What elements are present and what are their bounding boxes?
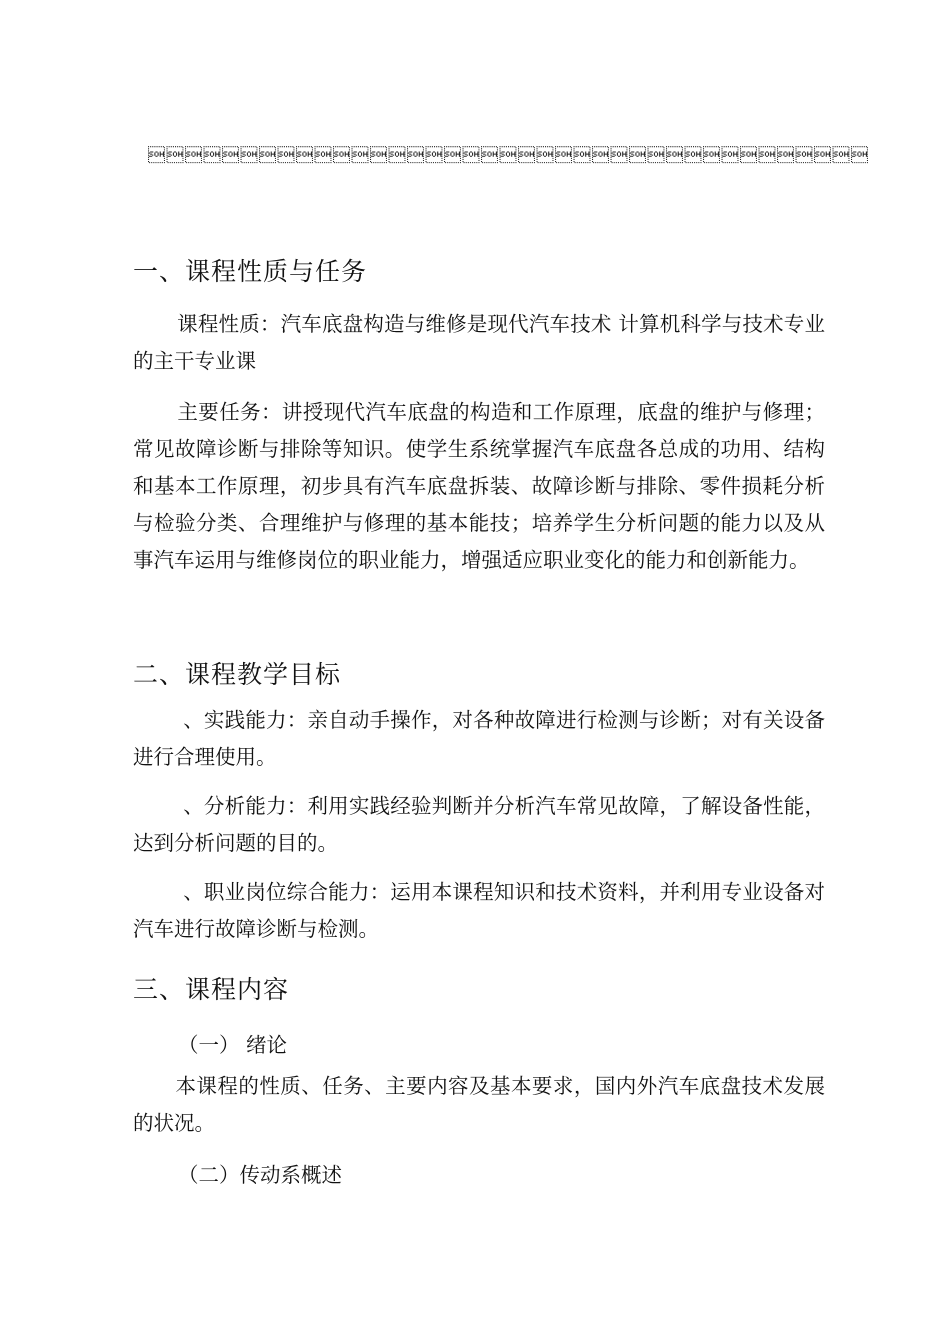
- section-2-career-ability: [133, 874, 825, 948]
- section-2-practice-ability: [133, 702, 825, 776]
- section-2-analysis-ability: [133, 788, 825, 862]
- paragraph-text: 本课程的性质、任务、主要内容及基本要求，国内外汽车底盘技术发展的状况。: [133, 1074, 825, 1135]
- section-1-paragraph-tasks: [133, 394, 825, 579]
- paragraph-text: 、分析能力：利用实践经验判断并分析汽车常见故障，了解设备性能，达到分析问题的目的。: [133, 794, 825, 855]
- section-2-title: 二、课程教学目标: [133, 660, 342, 689]
- section-3-subheading-intro: （一） 绪论: [178, 1033, 288, 1057]
- garbled-header-line: : [148, 146, 870, 166]
- section-1-title: 一、课程性质与任务: [133, 257, 368, 286]
- paragraph-text: 课程性质：汽车底盘构造与维修是现代汽车技术 计算机科学与技术专业的主干专业课: [133, 312, 825, 373]
- paragraph-text: 、实践能力：亲自动手操作，对各种故障进行检测与诊断；对有关设备进行合理使用。: [133, 708, 825, 769]
- section-3-subheading-transmission: （二）传动系概述: [178, 1163, 342, 1187]
- paragraph-text: 、职业岗位综合能力：运用本课程知识和技术资料，并利用专业设备对汽车进行故障诊断与检测。: [133, 880, 825, 941]
- paragraph-text: 主要任务：讲授现代汽车底盘的构造和工作原理，底盘的维护与修理；常见故障诊断与排除等知识。使学生系统掌握汽车底盘各总成的功用、结构和基本工作原理，初步具有汽车底盘拆装、故障诊断与排除、零件损耗分析与检验分类、合理维护与修理的基本能技；培养学生分析问题的能力以及从事汽车运用与维修岗位的职业能力，增强适应职业变化的能力和创新能力。: [133, 400, 825, 572]
- section-1-paragraph-nature: [133, 306, 825, 380]
- section-3-paragraph-intro: [133, 1068, 825, 1142]
- section-3-title: 三、课程内容: [133, 975, 290, 1004]
